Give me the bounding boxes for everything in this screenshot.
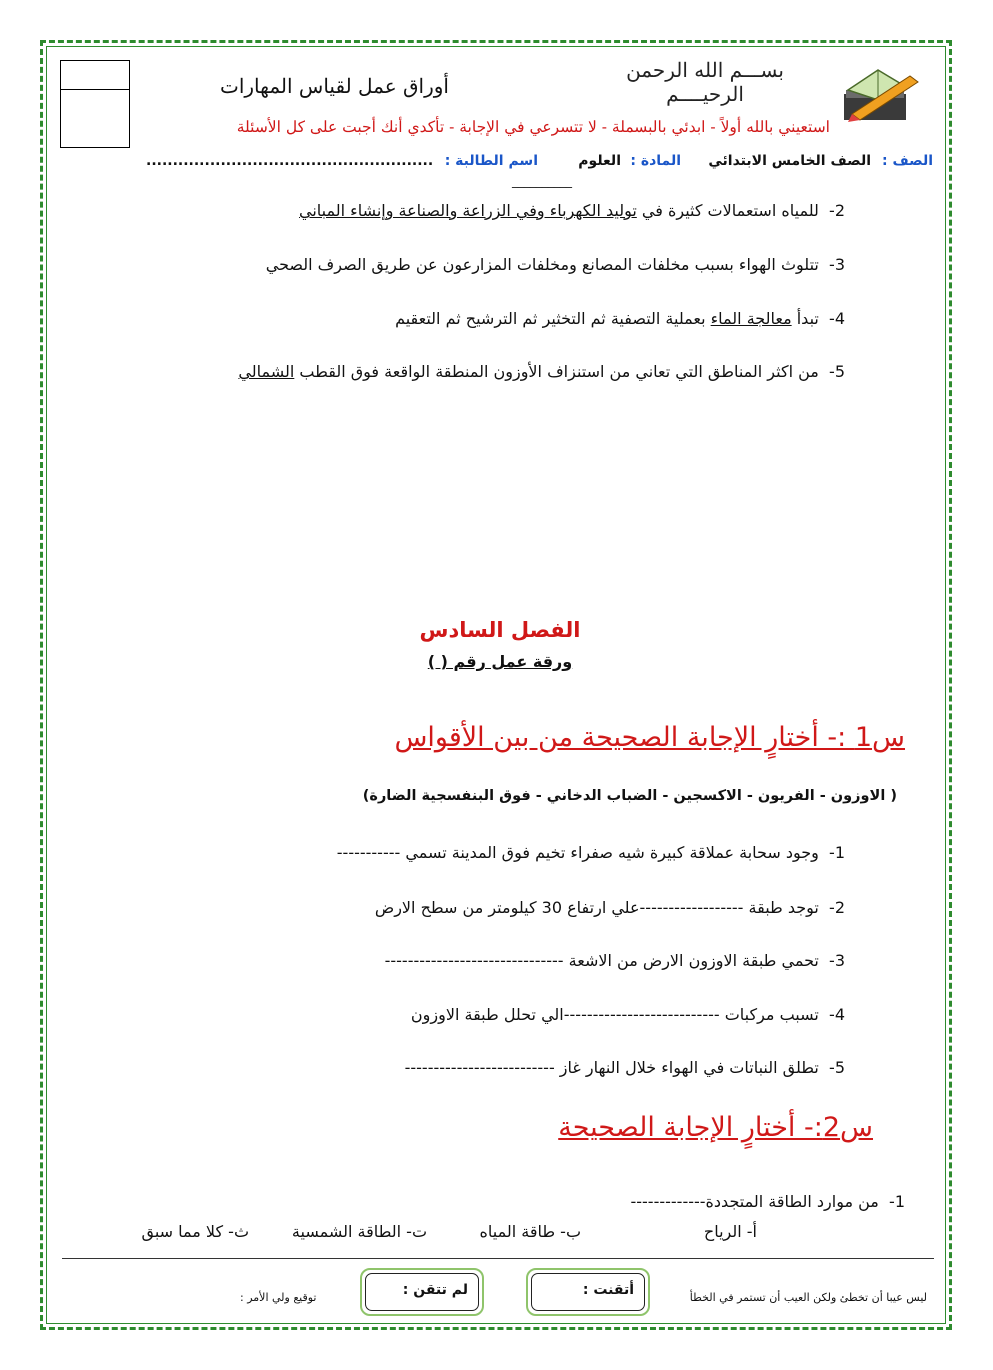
q2-choice-c: ت- الطاقة الشمسية <box>291 1222 427 1241</box>
q2-heading: س2:- أختارٍ الإجابة الصحيحة <box>558 1112 873 1143</box>
worksheet-number: ورقة عمل رقم ( ) <box>427 652 573 671</box>
grade-label: الصف : <box>882 153 933 169</box>
prev-question-2: 2- للمياه استعمالات كثيرة في توليد الكهرباء وفي الزراعة والصناعة وإنشاء المباني <box>299 201 845 220</box>
prev-question-5: 5- من اكثر المناطق التي تعاني من استنزاف الأوزون المنطقة الواقعة فوق القطب الشمالي <box>238 362 845 381</box>
mastered-box[interactable] <box>526 1268 650 1316</box>
q2-choice-d: ث- كلا مما سبق <box>141 1222 249 1241</box>
chapter-title: الفصل السادس <box>419 618 581 642</box>
student-name-field[interactable]: ...................................................... <box>146 153 434 169</box>
footer-divider <box>62 1258 934 1259</box>
prev-question-4: 4- تبدأ معالجة الماء بعملية التصفية ثم التخثير ثم الترشيح ثم التعقيم <box>395 309 845 328</box>
prev-question-3: 3- تتلوث الهواء بسبب مخلفات المصانع ومخلفات المزارعون عن طريق الصرف الصحي <box>265 255 845 274</box>
grade-box <box>60 60 130 148</box>
q1-heading: س1 :- أختارٍ الإجابة الصحيحة من بين الأقواس <box>394 722 905 753</box>
q1-item-3: 3- تحمي طبقة الاوزون الارض من الاشعة ------------------------------- <box>384 951 845 970</box>
footer-proverb: ليس عيبا أن تخطئ ولكن العيب أن تستمر في الخطأ <box>689 1291 927 1304</box>
q2-item-1: 1- من موارد الطاقة المتجددة------------- <box>630 1192 905 1211</box>
q1-item-4: 4- تسبب مركبات ---------------------------الي تحلل طبقة الاوزون <box>410 1005 845 1024</box>
q1-item-5: 5- تطلق النباتات في الهواء خلال النهار غاز -------------------------- <box>404 1058 845 1077</box>
not-mastered-label: لم تتقن : <box>365 1273 479 1311</box>
instructions: استعيني بالله أولاً - ابدئي بالبسملة - لا تتسرعي في الإجابة - تأكدي أنك أجبت على كل الأسئلة <box>236 118 830 136</box>
book-pencil-icon <box>838 60 928 126</box>
q1-item-2: 2- توجد طبقة ------------------علي ارتفاع 30 كيلومتر من سطح الارض <box>374 898 845 917</box>
q2-choice-a: أ- الرياح <box>703 1222 757 1241</box>
not-mastered-box[interactable] <box>360 1268 484 1316</box>
subject-label: المادة : <box>630 153 681 169</box>
subject-value: العلوم <box>578 153 621 169</box>
q2-choice-b: ب- طاقة المياه <box>479 1222 581 1241</box>
student-label: اسم الطالبة : <box>444 153 538 169</box>
q1-item-1: 1- وجود سحابة عملاقة كبيرة شيه صفراء تخيم فوق المدينة تسمي ----------- <box>336 843 845 862</box>
mastered-label: أتقنت : <box>531 1273 645 1311</box>
worksheet-title: أوراق عمل لقياس المهارات <box>220 74 449 98</box>
guardian-signature-label: توقيع ولي الأمر : <box>240 1291 317 1304</box>
q1-options: ( الاوزون - الفريون - الاكسجين - الضباب الدخاني - فوق البنفسجية الضارة) <box>362 788 897 804</box>
grade-value: الصف الخامس الابتدائي <box>708 153 871 169</box>
top-dash: __________ <box>512 174 572 188</box>
bismillah: بســـم الله الرحمن الرحيــــم <box>626 58 784 106</box>
